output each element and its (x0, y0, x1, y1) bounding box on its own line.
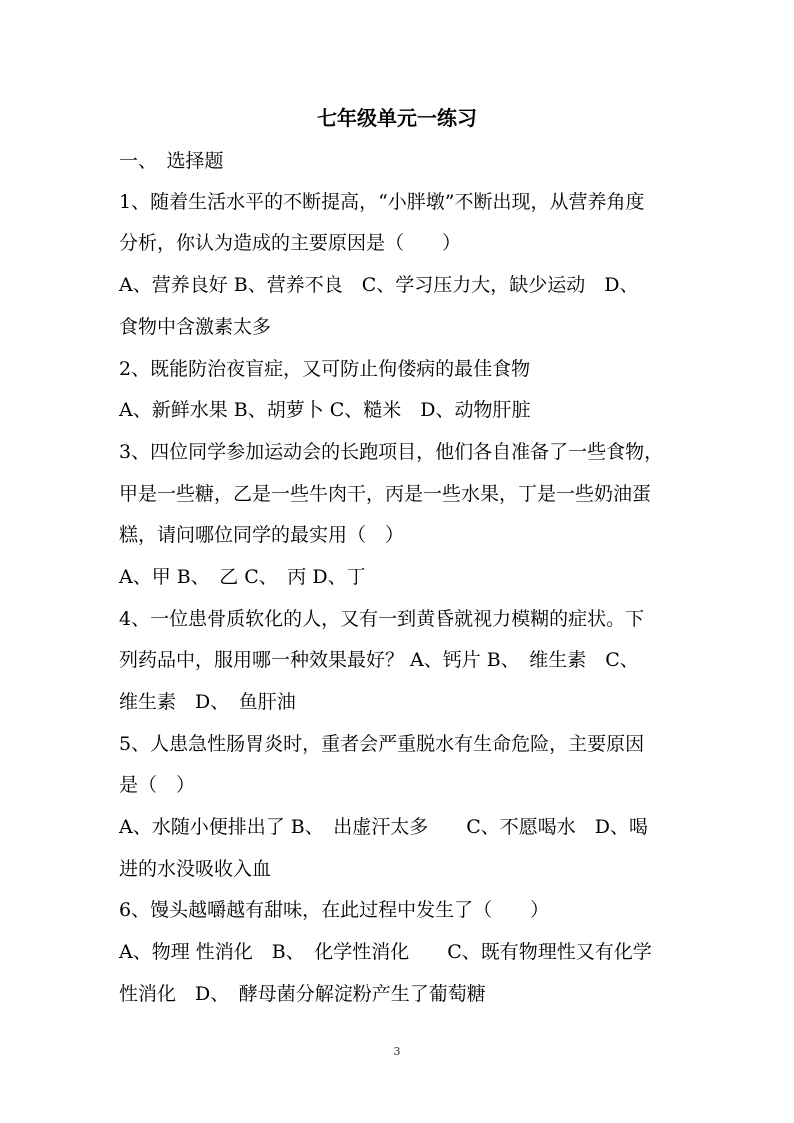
question-1-options-line-1: A、营养良好 B、营养不良 C、学习压力大，缺少运动 D、 (119, 274, 639, 296)
question-3-options: A、甲 B、 乙 C、 丙 D、丁 (119, 566, 366, 588)
question-1-line-2: 分析，你认为造成的主要原因是（ ） (119, 232, 462, 254)
question-3-line-2: 甲是一些糖，乙是一些牛肉干，丙是一些水果，丁是一些奶油蛋 (119, 483, 652, 505)
question-4-line-3: 维生素 D、 鱼肝油 (119, 691, 296, 713)
question-2-options: A、新鲜水果 B、胡萝卜 C、糙米 D、动物肝脏 (119, 399, 531, 421)
question-3-line-1: 3、四位同学参加运动会的长跑项目，他们各自准备了一些食物， (119, 441, 664, 463)
question-5-options-line-1: A、水随小便排出了 B、 出虚汗太多 C、不愿喝水 D、喝 (119, 816, 648, 838)
question-2-line-1: 2、既能防治夜盲症，又可防止佝偻病的最佳食物 (119, 358, 531, 380)
question-1-options-line-2: 食物中含激素太多 (119, 316, 272, 338)
page-number: 3 (393, 1045, 401, 1058)
question-4-line-1: 4、一位患骨质软化的人，又有一到黄昏就视力模糊的症状。下 (119, 608, 645, 630)
question-1-line-1: 1、随着生活水平的不断提高，“小胖墩”不断出现，从营养角度 (119, 191, 645, 213)
question-3-line-3: 糕，请问哪位同学的最实用（ ） (119, 524, 405, 546)
page-title: 七年级单元一练习 (317, 106, 477, 130)
section-heading: 一、 选择题 (119, 150, 224, 172)
question-6-options-line-2: 性消化 D、 酵母菌分解淀粉产生了葡萄糖 (119, 983, 486, 1005)
question-4-line-2: 列药品中，服用哪一种效果最好？ A、钙片 B、 维生素 C、 (119, 649, 639, 671)
question-6-line-1: 6、馒头越嚼越有甜味，在此过程中发生了（ ） (119, 899, 550, 921)
question-6-options-line-1: A、物理 性消化 B、 化学性消化 C、既有物理性又有化学 (119, 941, 652, 963)
question-5-line-2: 是（ ） (119, 774, 196, 796)
question-5-options-line-2: 进的水没吸收入血 (119, 858, 272, 880)
question-5-line-1: 5、人患急性肠胃炎时，重者会严重脱水有生命危险，主要原因 (119, 733, 645, 755)
